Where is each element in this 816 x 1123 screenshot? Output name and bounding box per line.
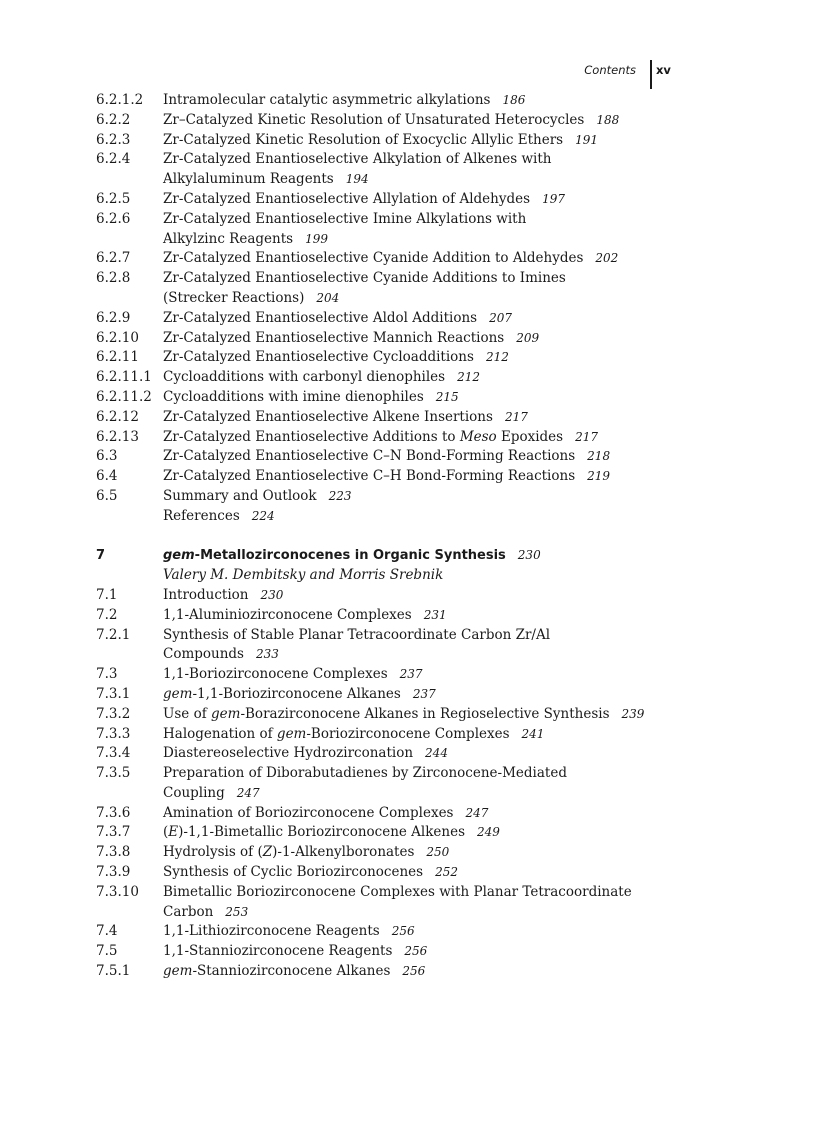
toc-entry-title bbox=[163, 91, 756, 111]
toc-entry-page: 212 bbox=[457, 370, 481, 385]
toc-entry-number: 6.2.13 bbox=[96, 428, 139, 445]
toc-entry-title-text: Zr-Catalyzed Enantioselective Cyanide Addition to Aldehydes bbox=[163, 250, 584, 267]
toc-entry-title-text: Alkylzinc Reagents bbox=[163, 230, 294, 247]
toc-entry-title-text: 1,1-Boriozirconocene Complexes bbox=[163, 666, 388, 683]
toc-entry-page: 188 bbox=[596, 112, 620, 127]
toc-entry-title bbox=[163, 843, 756, 863]
toc-entry-title bbox=[163, 823, 756, 843]
toc-entry bbox=[96, 705, 756, 725]
toc-entry-page: 252 bbox=[435, 865, 458, 880]
toc-entry-title bbox=[163, 744, 756, 764]
toc-entry-page: 247 bbox=[465, 805, 489, 820]
toc-entry-title-text: 1,1-Aluminiozirconocene Complexes bbox=[163, 606, 412, 623]
toc-entry-title-text: Carbon bbox=[163, 903, 214, 920]
toc-entry-title-text: Hydrolysis of (Z)-1-Alkenylboronates bbox=[163, 844, 415, 861]
toc-entry bbox=[96, 150, 756, 170]
toc-entry-page: 253 bbox=[225, 904, 249, 919]
toc-entry bbox=[96, 447, 756, 467]
toc-entry-number: 6.2.6 bbox=[96, 210, 131, 227]
toc-entry-title-text: 1,1-Stanniozirconocene Reagents bbox=[163, 943, 393, 960]
toc-entry bbox=[96, 388, 756, 408]
toc-entry-title bbox=[163, 606, 756, 626]
toc-entry-page: 199 bbox=[305, 231, 328, 246]
toc-entry-page: 244 bbox=[425, 746, 448, 761]
toc-entry bbox=[96, 91, 756, 111]
toc-entry-title-text: Zr-Catalyzed Enantioselective Alkene Insertions bbox=[163, 408, 493, 425]
toc-entry bbox=[96, 685, 756, 705]
toc-entry-title-text: Use of gem-Borazirconocene Alkanes in Regioselective Synthesis bbox=[163, 705, 610, 722]
toc-entry-number: 7.3.8 bbox=[96, 844, 131, 861]
toc-entry-number: 6.2.11.1 bbox=[96, 369, 152, 386]
toc-entry-title bbox=[163, 408, 756, 428]
toc-entry-number: 7.5.1 bbox=[96, 963, 131, 980]
toc-entry bbox=[96, 507, 756, 527]
toc-entry-page: 186 bbox=[502, 93, 526, 107]
toc-entry-title-text: Zr-Catalyzed Enantioselective Cycloadditions bbox=[163, 349, 474, 366]
toc-entry-title-text: Bimetallic Boriozirconocene Complexes with Planar Tetracoordinate bbox=[163, 883, 632, 900]
toc-entry-title bbox=[163, 170, 756, 190]
toc-entry bbox=[96, 823, 756, 843]
toc-entry bbox=[96, 408, 756, 428]
toc-entry bbox=[96, 606, 756, 626]
toc-entry bbox=[96, 249, 756, 269]
toc-entry-title-text: Introduction bbox=[163, 586, 249, 603]
toc-entry-number: 7.3.5 bbox=[96, 765, 131, 782]
toc-entry-page: 239 bbox=[621, 706, 645, 721]
toc-list-chapter-7 bbox=[96, 586, 756, 982]
toc-entry-title-text: Compounds bbox=[163, 646, 244, 663]
chapter-page: 230 bbox=[517, 548, 541, 563]
toc-entry bbox=[96, 863, 756, 883]
toc-entry-title-text: Zr-Catalyzed Enantioselective Additions to Meso Epoxides bbox=[163, 428, 564, 445]
toc-entry-title bbox=[163, 863, 756, 883]
toc-entry-number: 7.5 bbox=[96, 943, 118, 960]
chapter-number: 7 bbox=[96, 548, 106, 564]
toc-entry-number: 7.3 bbox=[96, 666, 118, 683]
toc-entry-title bbox=[163, 131, 756, 151]
toc-entry-title-text: Zr-Catalyzed Enantioselective Imine Alkylations with bbox=[163, 210, 527, 227]
toc-entry-number bbox=[96, 289, 163, 309]
toc-entry-title bbox=[163, 586, 756, 606]
chapter-spacer bbox=[96, 527, 756, 547]
toc-entry bbox=[96, 922, 756, 942]
chapter-heading bbox=[96, 546, 756, 566]
toc-entry-title bbox=[163, 883, 756, 903]
toc-entry-number: 6.2.1.2 bbox=[96, 92, 144, 108]
toc-entry bbox=[96, 725, 756, 745]
toc-entry bbox=[96, 428, 756, 448]
toc-entry bbox=[96, 131, 756, 151]
toc-entry-number: 7.2 bbox=[96, 606, 118, 623]
toc-entry-number: 7.2.1 bbox=[96, 626, 131, 643]
toc-entry-title bbox=[163, 428, 756, 448]
toc-entry-title bbox=[163, 764, 756, 784]
toc-entry-title bbox=[163, 269, 756, 289]
toc-entry-title bbox=[163, 903, 756, 923]
toc-entry bbox=[96, 626, 756, 646]
toc-entry-number: 6.2.9 bbox=[96, 309, 131, 326]
toc-entry-title bbox=[163, 289, 756, 309]
toc-entry-number bbox=[96, 507, 163, 527]
toc-entry bbox=[96, 210, 756, 230]
toc-entry bbox=[96, 368, 756, 388]
toc-entry-title bbox=[163, 626, 756, 646]
toc-entry-title-text: 1,1-Lithiozirconocene Reagents bbox=[163, 923, 380, 940]
toc-entry-page: 219 bbox=[587, 469, 611, 484]
toc-entry-number: 6.2.8 bbox=[96, 270, 131, 287]
toc-entry-title bbox=[163, 190, 756, 210]
toc-entry-title-text: (Strecker Reactions) bbox=[163, 289, 305, 306]
toc-entry-number: 6.4 bbox=[96, 468, 118, 485]
toc-entry-number: 7.3.6 bbox=[96, 804, 131, 821]
toc-entry-title bbox=[163, 111, 756, 131]
toc-entry-number: 7.3.2 bbox=[96, 705, 131, 722]
toc-entry bbox=[96, 586, 756, 606]
toc-entry-number bbox=[96, 903, 163, 923]
toc-list-chapter-6 bbox=[96, 91, 756, 527]
table-of-contents bbox=[96, 91, 756, 982]
toc-entry bbox=[96, 269, 756, 289]
toc-entry-title bbox=[163, 685, 756, 705]
toc-entry-page: 207 bbox=[489, 310, 513, 325]
toc-entry-number bbox=[96, 645, 163, 665]
toc-entry bbox=[96, 230, 756, 250]
toc-entry-title-text: Zr-Catalyzed Enantioselective Aldol Additions bbox=[163, 309, 478, 326]
toc-entry-title bbox=[163, 210, 756, 230]
toc-entry-title bbox=[163, 348, 756, 368]
toc-entry bbox=[96, 111, 756, 131]
toc-entry-number: 7.1 bbox=[96, 586, 118, 603]
toc-entry bbox=[96, 942, 756, 962]
toc-entry-title-text: Zr-Catalyzed Enantioselective C–H Bond-Forming Reactions bbox=[163, 468, 576, 485]
toc-entry-title-text: Diastereoselective Hydrozirconation bbox=[163, 745, 414, 762]
toc-entry-page: 230 bbox=[260, 587, 284, 602]
toc-entry bbox=[96, 764, 756, 784]
toc-entry bbox=[96, 467, 756, 487]
toc-entry bbox=[96, 665, 756, 685]
toc-entry-number: 6.3 bbox=[96, 448, 118, 465]
toc-entry-page: 250 bbox=[426, 845, 450, 860]
toc-entry-title bbox=[163, 942, 756, 962]
toc-entry-title bbox=[163, 329, 756, 349]
toc-entry-page: 212 bbox=[485, 350, 509, 365]
toc-entry-number: 7.3.10 bbox=[96, 883, 139, 900]
toc-entry-title bbox=[163, 645, 756, 665]
toc-entry-number: 6.2.12 bbox=[96, 408, 139, 425]
toc-entry bbox=[96, 329, 756, 349]
toc-entry-page: 256 bbox=[404, 944, 428, 959]
header-page-number: xv bbox=[656, 63, 671, 77]
toc-entry bbox=[96, 883, 756, 903]
toc-entry-page: 223 bbox=[328, 488, 352, 503]
toc-entry-page: 197 bbox=[542, 191, 565, 206]
toc-entry-number: 6.2.3 bbox=[96, 131, 131, 148]
toc-entry bbox=[96, 309, 756, 329]
toc-entry-number bbox=[96, 784, 163, 804]
toc-entry-page: 224 bbox=[251, 508, 275, 523]
toc-entry-number: 6.2.5 bbox=[96, 190, 131, 207]
toc-entry-number: 6.2.7 bbox=[96, 250, 131, 267]
toc-entry-page: 215 bbox=[435, 389, 459, 404]
toc-entry-page: 256 bbox=[391, 924, 415, 939]
toc-entry-title-text: Zr-Catalyzed Enantioselective Cyanide Additions to Imines bbox=[163, 270, 566, 287]
toc-entry-title-text: Halogenation of gem-Boriozirconocene Complexes bbox=[163, 725, 510, 742]
toc-entry-page: 217 bbox=[575, 429, 598, 444]
chapter-authors-row bbox=[96, 566, 756, 586]
toc-entry-page: 249 bbox=[477, 825, 500, 840]
toc-entry-title-text: Alkylaluminum Reagents bbox=[163, 171, 334, 188]
toc-entry-page: 237 bbox=[412, 686, 436, 701]
toc-entry-number: 7.3.9 bbox=[96, 864, 131, 881]
toc-entry-title-text: References bbox=[163, 507, 240, 524]
toc-entry-title-text: Zr-Catalyzed Enantioselective Alkylation of Alkenes with bbox=[163, 151, 552, 168]
header-section-label: Contents bbox=[584, 63, 636, 77]
chapter-title bbox=[163, 546, 756, 566]
toc-entry-title bbox=[163, 447, 756, 467]
toc-entry-title bbox=[163, 309, 756, 329]
toc-entry-number: 7.3.1 bbox=[96, 685, 131, 702]
toc-entry bbox=[96, 170, 756, 190]
toc-entry bbox=[96, 962, 756, 982]
toc-entry-page: 231 bbox=[423, 607, 447, 622]
toc-entry-title-text: Intramolecular catalytic asymmetric alkylations bbox=[163, 92, 491, 108]
toc-entry-title-text: (E)-1,1-Bimetallic Boriozirconocene Alkenes bbox=[163, 824, 466, 841]
toc-entry-title bbox=[163, 388, 756, 408]
toc-entry-title-text: Preparation of Diborabutadienes by Zirconocene-Mediated bbox=[163, 765, 567, 782]
running-header bbox=[560, 60, 760, 90]
toc-entry-title-text: Synthesis of Cyclic Boriozirconocenes bbox=[163, 864, 424, 881]
toc-entry-number: 6.5 bbox=[96, 487, 118, 504]
toc-entry bbox=[96, 784, 756, 804]
toc-entry-title bbox=[163, 705, 756, 725]
toc-entry bbox=[96, 843, 756, 863]
toc-entry bbox=[96, 289, 756, 309]
toc-entry-title-text: Zr-Catalyzed Enantioselective Allylation of Aldehydes bbox=[163, 190, 531, 207]
chapter-title-rest: -Metallozirconocenes in Organic Synthesis bbox=[194, 548, 506, 564]
toc-entry-title bbox=[163, 725, 756, 745]
toc-entry-number: 7.3.7 bbox=[96, 824, 131, 841]
toc-entry-title bbox=[163, 507, 756, 527]
toc-entry-number: 6.2.10 bbox=[96, 329, 139, 346]
toc-entry-page: 233 bbox=[256, 647, 279, 662]
toc-entry-page: 202 bbox=[595, 251, 619, 266]
toc-entry-title bbox=[163, 467, 756, 487]
toc-entry-title-text: Synthesis of Stable Planar Tetracoordinate Carbon Zr/Al bbox=[163, 626, 551, 643]
toc-entry-title-text: Zr-Catalyzed Enantioselective Mannich Reactions bbox=[163, 329, 505, 346]
toc-entry bbox=[96, 744, 756, 764]
toc-entry-page: 191 bbox=[575, 132, 598, 147]
toc-entry-number bbox=[96, 170, 163, 190]
toc-entry bbox=[96, 487, 756, 507]
toc-entry-title-text: Zr–Catalyzed Kinetic Resolution of Unsaturated Heterocycles bbox=[163, 111, 585, 128]
toc-entry-page: 218 bbox=[587, 449, 611, 464]
toc-entry-page: 237 bbox=[399, 667, 423, 682]
toc-entry-number bbox=[96, 230, 163, 250]
toc-entry-title-text: Amination of Boriozirconocene Complexes bbox=[163, 804, 454, 821]
toc-entry-number: 7.3.3 bbox=[96, 725, 131, 742]
chapter-title-italic: gem bbox=[163, 548, 195, 564]
toc-entry-title-text: gem-Stanniozirconocene Alkanes bbox=[163, 963, 391, 980]
toc-entry-number: 7.3.4 bbox=[96, 745, 131, 762]
toc-entry-number: 7.4 bbox=[96, 923, 118, 940]
toc-entry-title-text: Coupling bbox=[163, 784, 225, 801]
toc-entry-page: 256 bbox=[402, 964, 426, 979]
toc-entry-page: 194 bbox=[345, 172, 369, 187]
toc-entry bbox=[96, 190, 756, 210]
toc-entry-title bbox=[163, 665, 756, 685]
toc-entry-title-text: Cycloadditions with carbonyl dienophiles bbox=[163, 369, 446, 386]
toc-entry-title bbox=[163, 922, 756, 942]
toc-entry-title-text: Summary and Outlook bbox=[163, 487, 317, 504]
toc-entry-title bbox=[163, 150, 756, 170]
toc-entry bbox=[96, 903, 756, 923]
toc-entry-page: 217 bbox=[504, 409, 528, 424]
toc-entry-number: 6.2.2 bbox=[96, 111, 131, 128]
toc-entry-page: 209 bbox=[516, 330, 540, 345]
toc-entry-title bbox=[163, 804, 756, 824]
toc-entry bbox=[96, 804, 756, 824]
toc-entry-title-text: Zr-Catalyzed Enantioselective C–N Bond-Forming Reactions bbox=[163, 448, 576, 465]
toc-entry-number: 6.2.11 bbox=[96, 349, 139, 366]
toc-entry-page: 204 bbox=[316, 290, 340, 305]
toc-entry-title-text: gem-1,1-Boriozirconocene Alkanes bbox=[163, 685, 401, 702]
toc-entry-number: 6.2.11.2 bbox=[96, 388, 152, 405]
toc-entry-title-text: Cycloadditions with imine dienophiles bbox=[163, 388, 424, 405]
toc-entry-title bbox=[163, 230, 756, 250]
toc-entry-title-text: Zr-Catalyzed Kinetic Resolution of Exocyclic Allylic Ethers bbox=[163, 131, 564, 148]
toc-entry-title bbox=[163, 487, 756, 507]
toc-entry-number: 6.2.4 bbox=[96, 151, 131, 168]
toc-entry bbox=[96, 348, 756, 368]
toc-entry-page: 247 bbox=[236, 785, 260, 800]
toc-entry-title bbox=[163, 368, 756, 388]
header-rule bbox=[650, 60, 652, 89]
toc-entry bbox=[96, 645, 756, 665]
chapter-authors: Valery M. Dembitsky and Morris Srebnik bbox=[163, 567, 444, 584]
toc-entry-title bbox=[163, 249, 756, 269]
toc-entry-title bbox=[163, 962, 756, 982]
toc-entry-title bbox=[163, 784, 756, 804]
toc-entry-page: 241 bbox=[521, 726, 545, 741]
